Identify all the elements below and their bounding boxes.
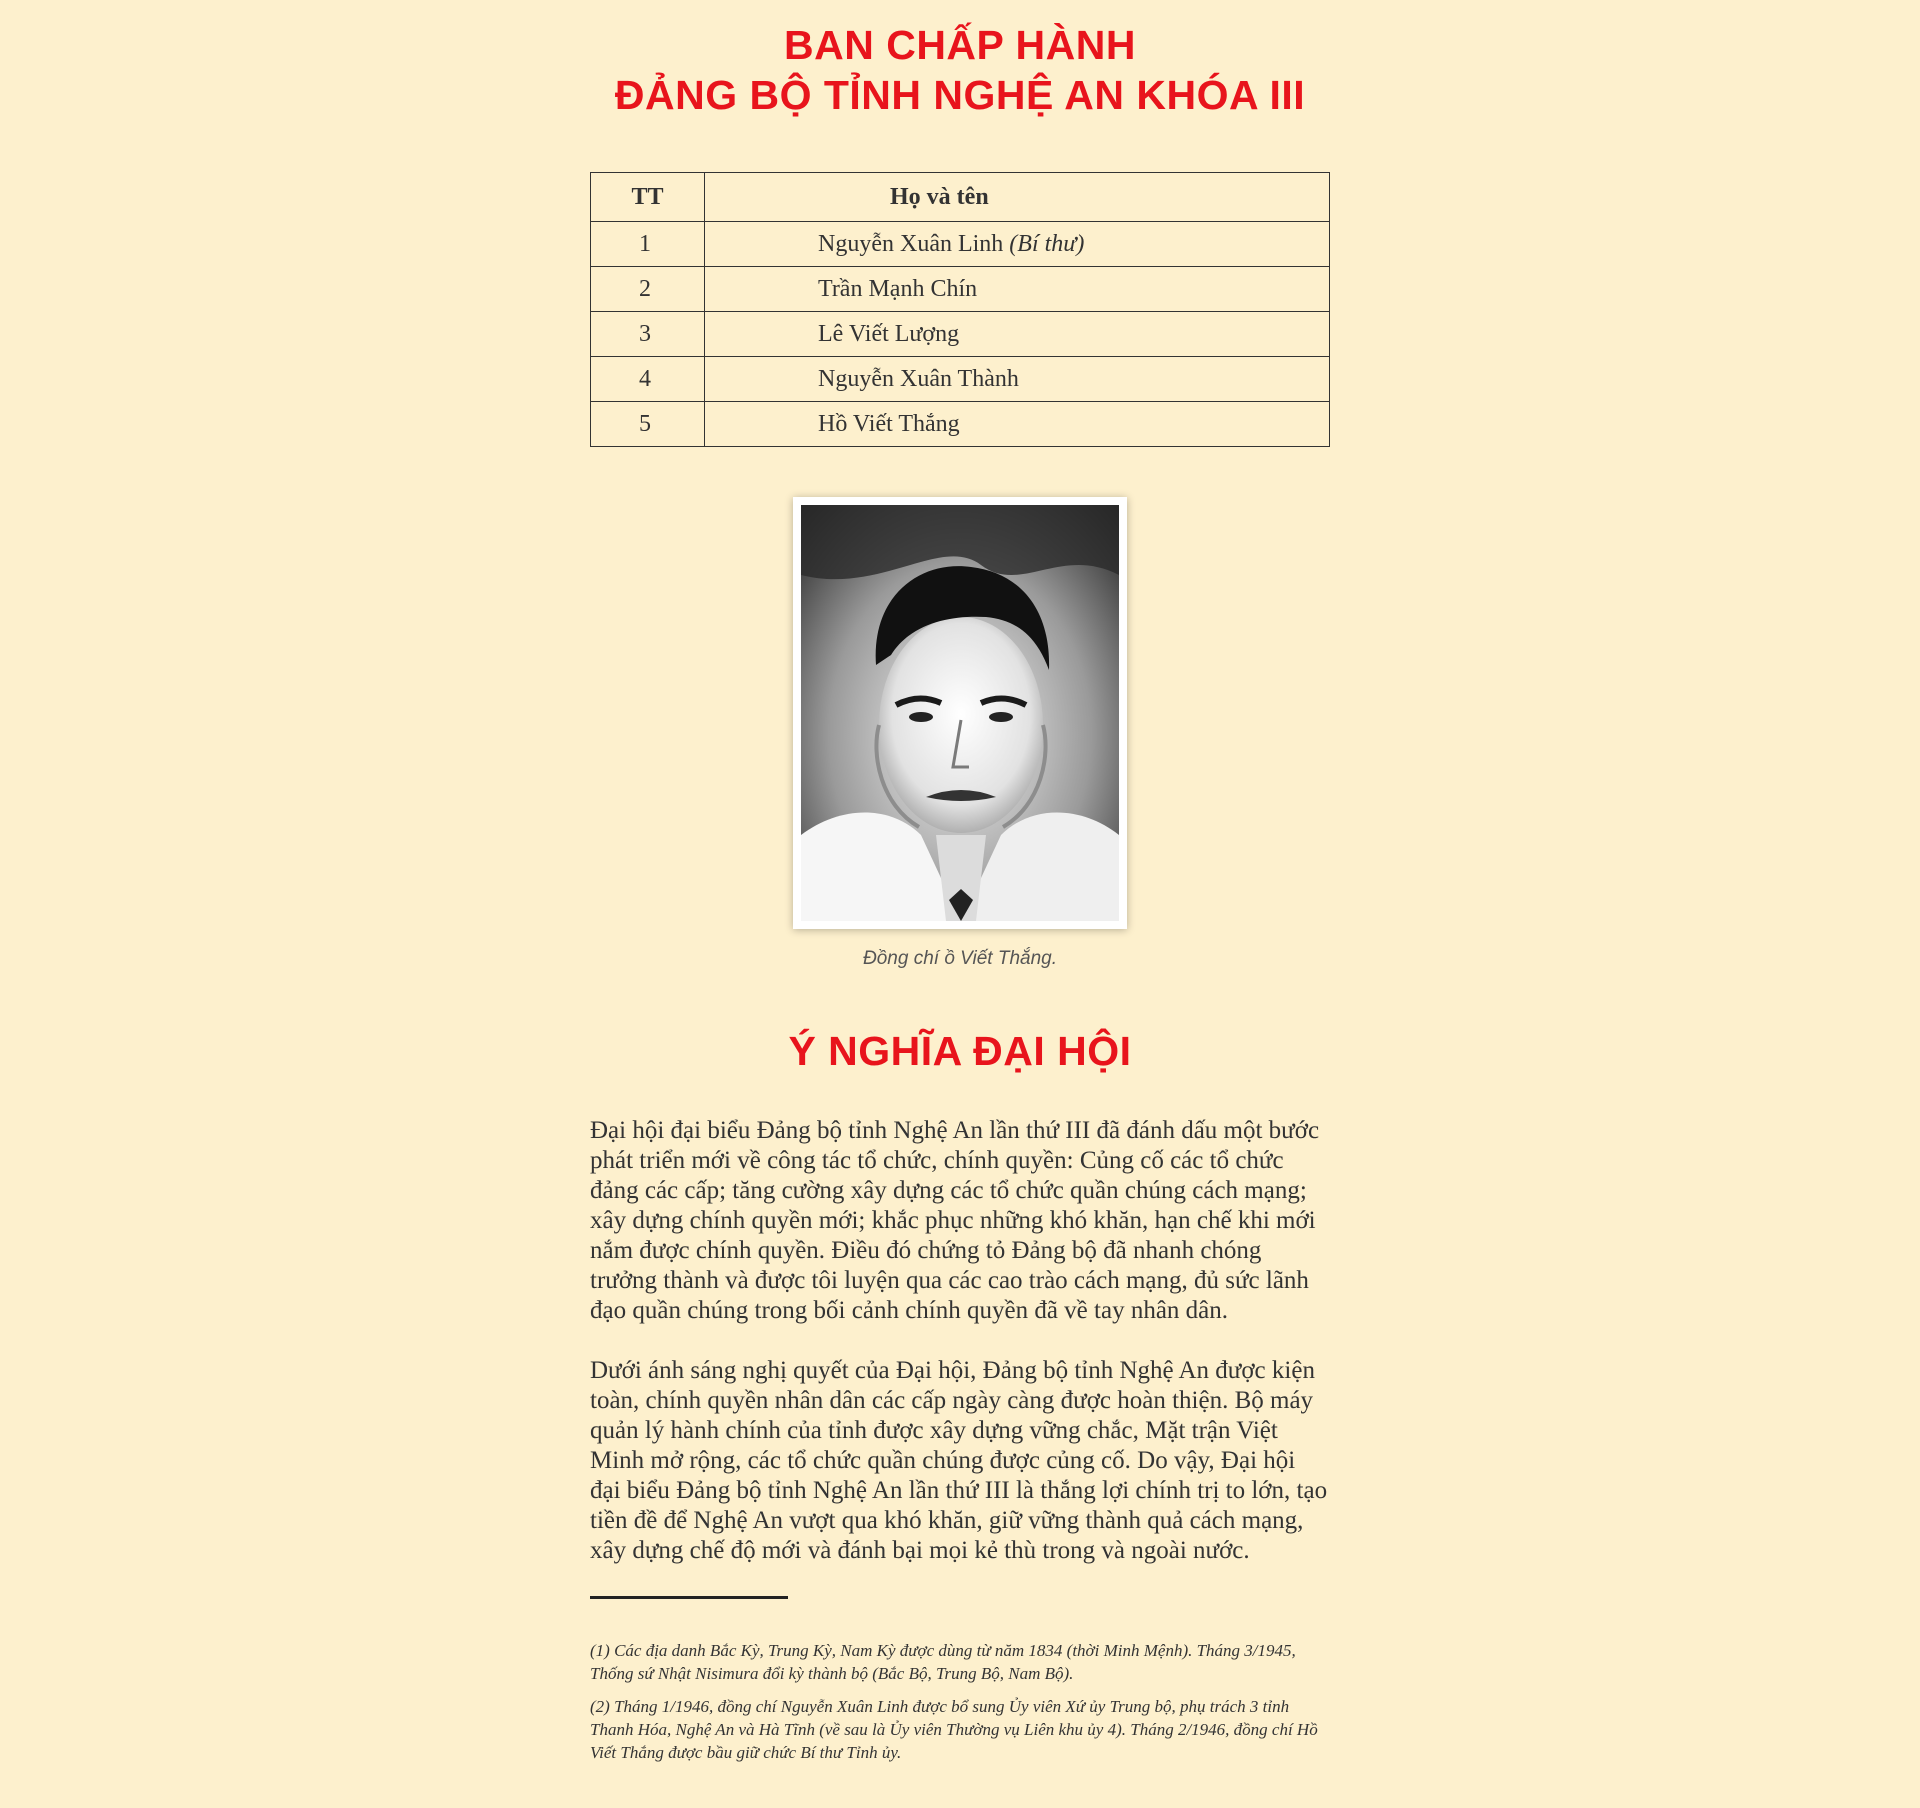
member-name: Trần Mạnh Chín xyxy=(705,267,1330,312)
significance-heading: Ý NGHĨA ĐẠI HỘI xyxy=(788,1028,1132,1074)
table-row xyxy=(591,402,1330,447)
body-paragraph: Đại hội đại biểu Đảng bộ tỉnh Nghệ An lần thứ III đã đánh dấu một bước phát triển mới về công tác tổ chức, chính quyền: Củng cố các tổ chức đảng các cấp; tăng cường xây dựng các tổ chức quần chúng cách mạng; xây dựng chính quyền mới; khắc phục những khó khăn, hạn chế khi mới nắm được chính quyền. Điều đó chứng tỏ Đảng bộ đã nhanh chóng trưởng thành và được tôi luyện qua các cao trào cách mạng, đủ sức lãnh đạo quần chúng trong bối cảnh chính quyền đã về tay nhân dân. xyxy=(590,1117,1320,1324)
table-row xyxy=(591,312,1330,357)
row-number: 1 xyxy=(591,222,705,267)
row-number: 3 xyxy=(591,312,705,357)
column-header-name: Họ và tên xyxy=(705,173,1330,222)
member-name: Nguyễn Xuân Thành xyxy=(705,357,1330,402)
member-name xyxy=(705,222,1330,267)
portrait-figure xyxy=(590,497,1330,970)
row-number: 2 xyxy=(591,267,705,312)
member-role-note: (Bí thư) xyxy=(1009,230,1085,257)
footnote-divider xyxy=(590,1596,788,1599)
table-header-row xyxy=(591,173,1330,222)
table-row xyxy=(591,357,1330,402)
row-number: 4 xyxy=(591,357,705,402)
table-row xyxy=(591,222,1330,267)
committee-heading-line2: ĐẢNG BỘ TỈNH NGHỆ AN KHÓA III xyxy=(614,72,1306,118)
row-number: 5 xyxy=(591,402,705,447)
portrait-caption: Đồng chí ồ Viết Thắng. xyxy=(863,948,1057,969)
member-name-text: Nguyễn Xuân Linh xyxy=(818,230,1004,257)
footnotes xyxy=(590,1639,1330,1764)
table-row xyxy=(591,267,1330,312)
committee-heading-line1: BAN CHẤP HÀNH xyxy=(784,22,1136,68)
member-name: Hồ Viết Thắng xyxy=(705,402,1330,447)
body-paragraph: Dưới ánh sáng nghị quyết của Đại hội, Đảng bộ tỉnh Nghệ An được kiện toàn, chính quyền nhân dân các cấp ngày càng được hoàn thiện. Bộ máy quản lý hành chính của tỉnh được xây dựng vững chắc, Mặt trận Việt Minh mở rộng, các tổ chức quần chúng được củng cố. Do vậy, Đại hội đại biểu Đảng bộ tỉnh Nghệ An lần thứ III là thắng lợi chính trị to lớn, tạo tiền đề để Nghệ An vượt qua khó khăn, giữ vững thành quả cách mạng, xây dựng chế độ mới và đánh bại mọi kẻ thù trong và ngoài nước. xyxy=(590,1357,1328,1564)
committee-table xyxy=(590,172,1330,447)
footnote-item: (2) Tháng 1/1946, đồng chí Nguyễn Xuân Linh được bổ sung Ủy viên Xứ ủy Trung bộ, phụ trách 3 tỉnh Thanh Hóa, Nghệ An và Hà Tĩnh (về sau là Ủy viên Thường vụ Liên khu ủy 4). Tháng 2/1946, đồng chí Hồ Viết Thắng được bầu giữ chức Bí thư Tỉnh ủy. xyxy=(590,1697,1318,1762)
portrait-photo xyxy=(801,505,1119,921)
footnote-item: (1) Các địa danh Bắc Kỳ, Trung Kỳ, Nam Kỳ được dùng từ năm 1834 (thời Minh Mệnh). Tháng 3/1945, Thống sứ Nhật Nisimura đổi kỳ thành bộ (Bắc Bộ, Trung Bộ, Nam Bộ). xyxy=(590,1641,1296,1683)
column-header-tt: TT xyxy=(591,173,705,222)
committee-heading xyxy=(590,20,1330,120)
member-name: Lê Viết Lượng xyxy=(705,312,1330,357)
portrait-frame xyxy=(793,497,1127,929)
article xyxy=(590,0,1330,1764)
article-body xyxy=(590,1116,1330,1566)
